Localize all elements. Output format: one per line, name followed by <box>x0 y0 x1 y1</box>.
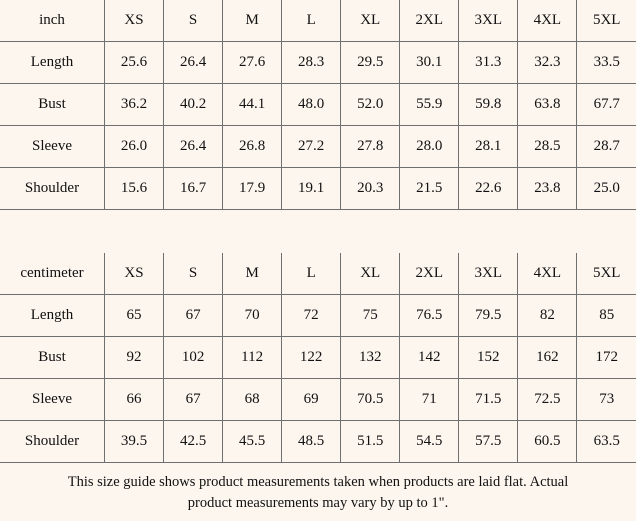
table-row <box>0 126 636 168</box>
column-header: M <box>223 253 282 295</box>
row-label: Bust <box>0 84 105 126</box>
table-cell: 82 <box>518 295 577 337</box>
table-cell: 31.3 <box>459 42 518 84</box>
size-table-centimeter <box>0 253 636 463</box>
table-cell: 28.0 <box>400 126 459 168</box>
table-cell: 55.9 <box>400 84 459 126</box>
table-cell: 21.5 <box>400 168 459 210</box>
table-header-row <box>0 0 636 42</box>
table-row <box>0 168 636 210</box>
column-header: XL <box>341 0 400 42</box>
table-row <box>0 295 636 337</box>
table-cell: 52.0 <box>341 84 400 126</box>
table-cell: 48.5 <box>282 421 341 463</box>
table-cell: 25.0 <box>577 168 636 210</box>
table-cell: 67 <box>164 379 223 421</box>
row-label: Shoulder <box>0 168 105 210</box>
column-header: M <box>223 0 282 42</box>
unit-label-centimeter: centimeter <box>0 253 105 295</box>
table-cell: 29.5 <box>341 42 400 84</box>
column-header: 2XL <box>400 0 459 42</box>
table-cell: 172 <box>577 337 636 379</box>
table-cell: 28.7 <box>577 126 636 168</box>
table-cell: 85 <box>577 295 636 337</box>
table-row <box>0 337 636 379</box>
table-cell: 73 <box>577 379 636 421</box>
table-cell: 27.6 <box>223 42 282 84</box>
table-cell: 16.7 <box>164 168 223 210</box>
table-cell: 63.8 <box>518 84 577 126</box>
table-cell: 79.5 <box>459 295 518 337</box>
table-cell: 26.8 <box>223 126 282 168</box>
table-cell: 142 <box>400 337 459 379</box>
table-cell: 20.3 <box>341 168 400 210</box>
table-cell: 102 <box>164 337 223 379</box>
column-header: L <box>282 253 341 295</box>
table-row <box>0 42 636 84</box>
column-header: S <box>164 0 223 42</box>
row-label: Shoulder <box>0 421 105 463</box>
table-cell: 25.6 <box>105 42 164 84</box>
table-cell: 76.5 <box>400 295 459 337</box>
table-cell: 26.4 <box>164 126 223 168</box>
table-cell: 19.1 <box>282 168 341 210</box>
table-cell: 92 <box>105 337 164 379</box>
column-header: XS <box>105 0 164 42</box>
table-row <box>0 421 636 463</box>
table-separator <box>0 210 636 253</box>
table-cell: 71 <box>400 379 459 421</box>
table-cell: 28.5 <box>518 126 577 168</box>
centimeter-table-wrapper <box>0 253 636 463</box>
table-cell: 17.9 <box>223 168 282 210</box>
table-cell: 66 <box>105 379 164 421</box>
table-cell: 45.5 <box>223 421 282 463</box>
table-cell: 72.5 <box>518 379 577 421</box>
row-label: Bust <box>0 337 105 379</box>
table-cell: 70 <box>223 295 282 337</box>
table-cell: 152 <box>459 337 518 379</box>
column-header: 5XL <box>577 0 636 42</box>
table-cell: 68 <box>223 379 282 421</box>
table-cell: 22.6 <box>459 168 518 210</box>
table-cell: 162 <box>518 337 577 379</box>
column-header: 2XL <box>400 253 459 295</box>
table-cell: 112 <box>223 337 282 379</box>
table-cell: 57.5 <box>459 421 518 463</box>
column-header: 3XL <box>459 0 518 42</box>
column-header: XL <box>341 253 400 295</box>
table-cell: 27.8 <box>341 126 400 168</box>
table-cell: 70.5 <box>341 379 400 421</box>
row-label: Length <box>0 42 105 84</box>
table-cell: 33.5 <box>577 42 636 84</box>
row-label: Sleeve <box>0 126 105 168</box>
column-header: XS <box>105 253 164 295</box>
size-table-inch <box>0 0 636 210</box>
table-row <box>0 84 636 126</box>
column-header: 4XL <box>518 0 577 42</box>
table-cell: 63.5 <box>577 421 636 463</box>
table-cell: 28.1 <box>459 126 518 168</box>
unit-label-inch: inch <box>0 0 105 42</box>
table-cell: 48.0 <box>282 84 341 126</box>
table-cell: 44.1 <box>223 84 282 126</box>
table-cell: 36.2 <box>105 84 164 126</box>
table-cell: 132 <box>341 337 400 379</box>
table-cell: 26.4 <box>164 42 223 84</box>
table-row <box>0 379 636 421</box>
table-cell: 72 <box>282 295 341 337</box>
table-cell: 27.2 <box>282 126 341 168</box>
table-header-row <box>0 253 636 295</box>
table-cell: 122 <box>282 337 341 379</box>
table-cell: 69 <box>282 379 341 421</box>
column-header: L <box>282 0 341 42</box>
column-header: 4XL <box>518 253 577 295</box>
column-header: 5XL <box>577 253 636 295</box>
column-header: 3XL <box>459 253 518 295</box>
table-cell: 32.3 <box>518 42 577 84</box>
table-cell: 60.5 <box>518 421 577 463</box>
inch-table-wrapper <box>0 0 636 210</box>
size-guide-note: This size guide shows product measurements taken when products are laid flat. Actual product measurements may vary by up to 1". <box>67 474 569 512</box>
row-label: Sleeve <box>0 379 105 421</box>
table-cell: 65 <box>105 295 164 337</box>
table-cell: 26.0 <box>105 126 164 168</box>
table-cell: 67 <box>164 295 223 337</box>
table-cell: 67.7 <box>577 84 636 126</box>
table-cell: 28.3 <box>282 42 341 84</box>
table-cell: 39.5 <box>105 421 164 463</box>
table-cell: 75 <box>341 295 400 337</box>
table-cell: 42.5 <box>164 421 223 463</box>
table-cell: 59.8 <box>459 84 518 126</box>
row-label: Length <box>0 295 105 337</box>
table-cell: 71.5 <box>459 379 518 421</box>
table-cell: 40.2 <box>164 84 223 126</box>
column-header: S <box>164 253 223 295</box>
table-cell: 23.8 <box>518 168 577 210</box>
table-cell: 51.5 <box>341 421 400 463</box>
table-cell: 15.6 <box>105 168 164 210</box>
table-cell: 30.1 <box>400 42 459 84</box>
table-cell: 54.5 <box>400 421 459 463</box>
